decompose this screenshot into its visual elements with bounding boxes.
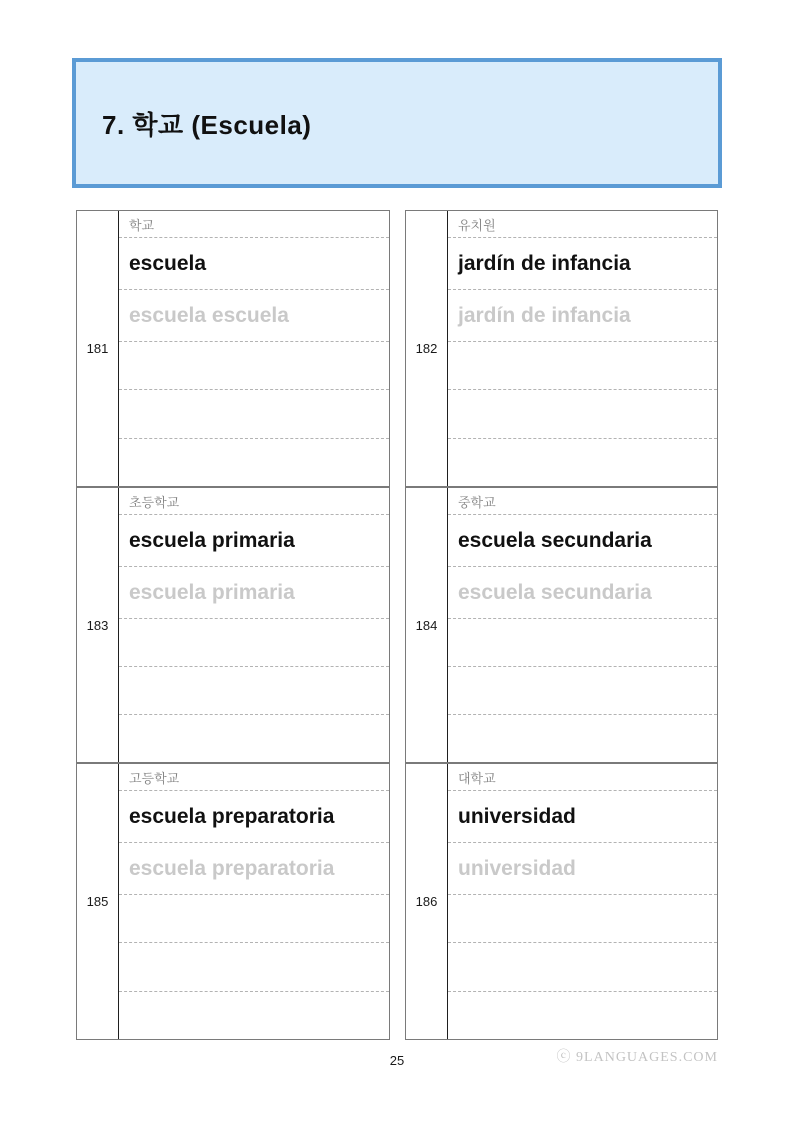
practice-line: [119, 991, 389, 1039]
page-title: 7. 학교 (Escuela): [102, 109, 312, 140]
korean-label: 학교: [129, 217, 155, 233]
trace-word: escuela escuela: [119, 289, 389, 341]
practice-line: [448, 942, 717, 990]
copyright-notice: ⓒ 9LANGUAGES.COM: [556, 1050, 718, 1065]
title-box: [72, 58, 722, 188]
korean-label: 대학교: [458, 770, 496, 786]
card-content: [448, 764, 717, 1039]
vocab-card-185: [76, 763, 390, 1040]
card-number: 184: [406, 488, 448, 762]
korean-label: 유치원: [458, 217, 496, 233]
trace-word: jardín de infancia: [448, 289, 717, 341]
card-content: [119, 488, 389, 762]
vocab-word: escuela preparatoria: [119, 790, 389, 842]
practice-line: [448, 666, 717, 714]
korean-label: 고등학교: [129, 770, 180, 786]
card-number: 185: [77, 764, 119, 1039]
vocab-card-grid: [76, 210, 718, 1040]
card-content: [119, 211, 389, 486]
korean-label: 초등학교: [129, 494, 180, 510]
practice-line: [119, 714, 389, 762]
card-number: 186: [406, 764, 448, 1039]
vocab-card-183: [76, 487, 390, 763]
vocab-word: universidad: [448, 790, 717, 842]
vocab-word: escuela secundaria: [448, 514, 717, 566]
practice-line: [448, 991, 717, 1039]
page-number: 25: [389, 1053, 405, 1068]
trace-word: universidad: [448, 842, 717, 894]
vocab-card-181: [76, 210, 390, 487]
card-number: 182: [406, 211, 448, 486]
practice-line: [119, 341, 389, 389]
practice-line: [119, 618, 389, 666]
korean-label: 중학교: [458, 494, 496, 510]
practice-line: [448, 389, 717, 437]
trace-word: escuela preparatoria: [119, 842, 389, 894]
vocab-word: escuela primaria: [119, 514, 389, 566]
practice-line: [448, 714, 717, 762]
vocab-card-184: [405, 487, 718, 763]
practice-line: [448, 341, 717, 389]
practice-line: [119, 389, 389, 437]
practice-line: [119, 942, 389, 990]
practice-line: [448, 618, 717, 666]
trace-word: escuela secundaria: [448, 566, 717, 618]
practice-line: [119, 894, 389, 942]
trace-word: escuela primaria: [119, 566, 389, 618]
practice-line: [448, 894, 717, 942]
vocab-card-186: [405, 763, 718, 1040]
vocab-word: escuela: [119, 237, 389, 289]
card-number: 183: [77, 488, 119, 762]
vocab-word: jardín de infancia: [448, 237, 717, 289]
practice-line: [119, 438, 389, 486]
practice-line: [448, 438, 717, 486]
practice-line: [119, 666, 389, 714]
card-content: [448, 211, 717, 486]
vocab-card-182: [405, 210, 718, 487]
card-content: [119, 764, 389, 1039]
card-content: [448, 488, 717, 762]
card-number: 181: [77, 211, 119, 486]
